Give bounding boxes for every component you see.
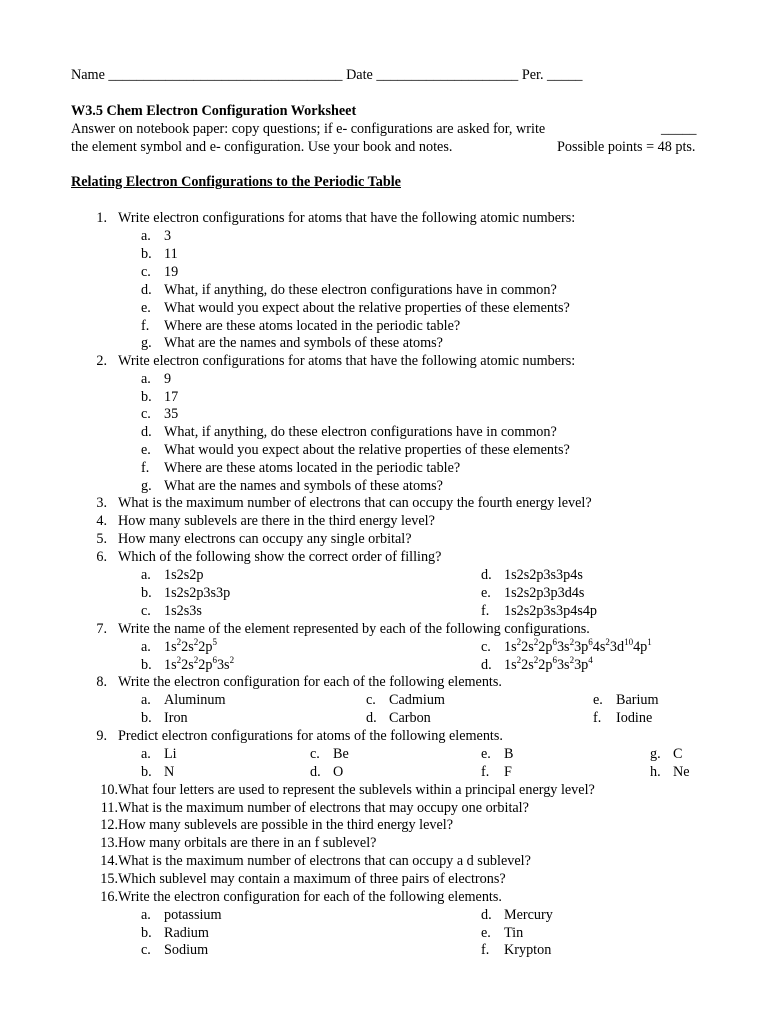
electron-configuration: $1s^22s^22p^63s^23p^4$ <box>504 655 593 673</box>
name-date-period-line: Name _________________________________ Date ____________________ Per. _____ <box>71 67 583 83</box>
question-text: Write electron configurations for atoms that have the following atomic numbers: <box>118 210 576 226</box>
electron-configuration: $1s^22s^22p^63s^2$ <box>164 655 235 673</box>
worksheet-title: W3.5 Chem Electron Configuration Worksheet <box>71 103 357 119</box>
score-blank: _____ <box>661 121 697 137</box>
question-text: Write electron configurations for atoms that have the following atomic numbers: <box>118 353 576 369</box>
question-number: 1. <box>96 210 107 226</box>
electron-configuration: $1s^22s^22p^5$ <box>164 637 217 655</box>
instructions-line-1: Answer on notebook paper: copy questions; if e- configurations are asked for, write <box>71 121 546 137</box>
section-title: Relating Electron Configurations to the Periodic Table <box>71 174 401 190</box>
instructions-line-2: the element symbol and e- configuration. Use your book and notes. <box>71 139 453 155</box>
possible-points: Possible points = 48 pts. <box>557 139 696 155</box>
question-number: 2. <box>96 353 107 369</box>
electron-configuration: $1s^22s^22p^63s^23p^64s^23d^{10}4p^1$ <box>504 637 652 655</box>
